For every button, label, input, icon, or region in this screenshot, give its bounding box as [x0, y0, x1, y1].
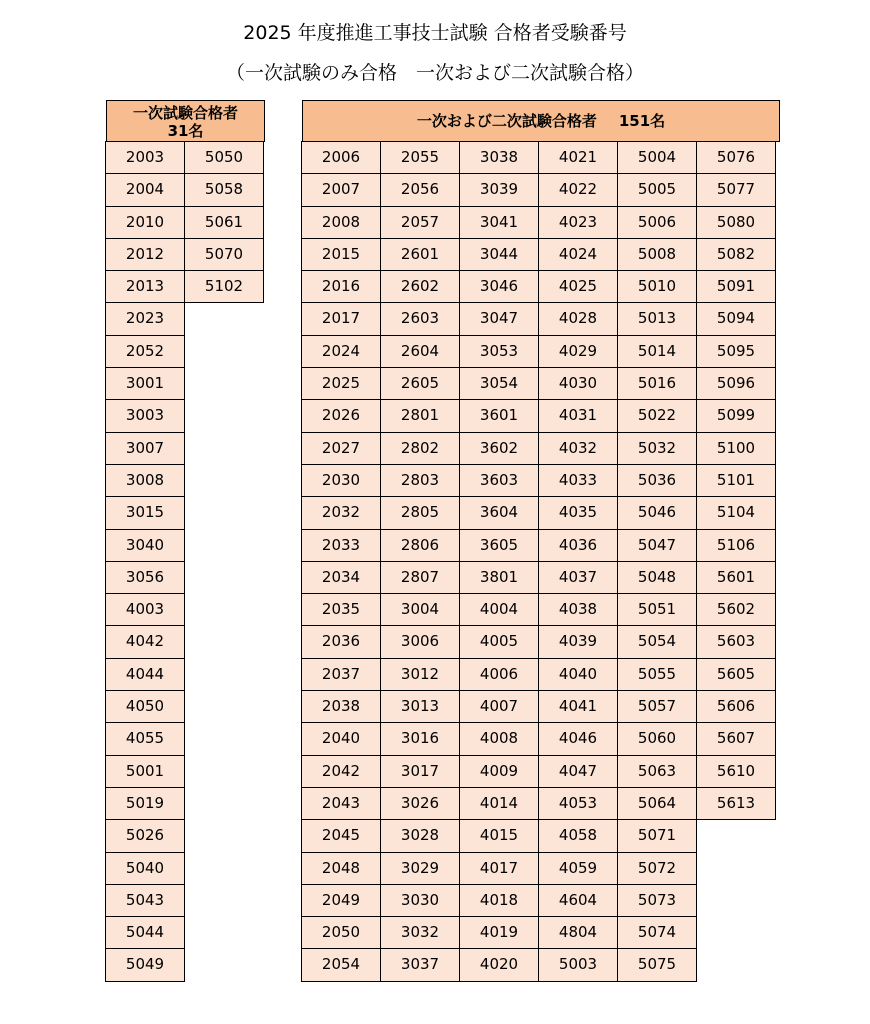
- exam-number-cell: 3016: [380, 722, 460, 755]
- page-subtitle: （一次試験のみ合格 一次および二次試験合格）: [225, 62, 644, 84]
- exam-number-cell: 2008: [301, 206, 381, 239]
- exam-number-cell: 3028: [380, 819, 460, 852]
- exam-number-cell: 4041: [538, 690, 618, 723]
- exam-number-cell: 5106: [696, 529, 776, 562]
- exam-number-cell: 2802: [380, 432, 460, 465]
- exam-number-cell: 5082: [696, 238, 776, 271]
- exam-number-cell: 2601: [380, 238, 460, 271]
- exam-number-cell: 5080: [696, 206, 776, 239]
- exam-number-cell: 2027: [301, 432, 381, 465]
- exam-number-cell: 4005: [459, 625, 539, 658]
- exam-number-cell: 4028: [538, 302, 618, 335]
- exam-number-cell: 3801: [459, 561, 539, 594]
- exam-number-cell: 4022: [538, 173, 618, 206]
- exam-number-cell: 5063: [617, 755, 697, 788]
- right_table-column: [697, 141, 776, 820]
- exam-number-cell: 5064: [617, 787, 697, 820]
- exam-number-cell: 5099: [696, 399, 776, 432]
- left-header-count: 31名: [167, 122, 204, 140]
- exam-number-cell: 3056: [105, 561, 185, 594]
- exam-number-cell: 5610: [696, 755, 776, 788]
- exam-number-cell: 5055: [617, 658, 697, 691]
- exam-number-cell: 3604: [459, 496, 539, 529]
- exam-number-cell: 3054: [459, 367, 539, 400]
- exam-number-cell: 5001: [105, 755, 185, 788]
- exam-number-cell: 5094: [696, 302, 776, 335]
- exam-number-cell: 2040: [301, 722, 381, 755]
- exam-number-cell: 2801: [380, 399, 460, 432]
- exam-number-cell: 5074: [617, 916, 697, 949]
- exam-number-cell: 3029: [380, 852, 460, 885]
- exam-number-cell: 5051: [617, 593, 697, 626]
- exam-number-cell: 4029: [538, 335, 618, 368]
- exam-number-cell: 5091: [696, 270, 776, 303]
- exam-number-cell: 4020: [459, 948, 539, 981]
- exam-number-cell: 4014: [459, 787, 539, 820]
- exam-number-cell: 4007: [459, 690, 539, 723]
- exam-number-cell: 2049: [301, 884, 381, 917]
- exam-number-cell: 3007: [105, 432, 185, 465]
- exam-number-cell: 3037: [380, 948, 460, 981]
- right_table-column: [381, 141, 460, 982]
- exam-number-cell: 5072: [617, 852, 697, 885]
- exam-number-cell: 4009: [459, 755, 539, 788]
- left-table-header: [106, 100, 265, 142]
- exam-number-cell: 4006: [459, 658, 539, 691]
- exam-number-cell: 5022: [617, 399, 697, 432]
- exam-number-cell: 2007: [301, 173, 381, 206]
- exam-number-cell: 2048: [301, 852, 381, 885]
- exam-number-cell: 3004: [380, 593, 460, 626]
- exam-number-cell: 4044: [105, 658, 185, 691]
- exam-number-cell: 2006: [301, 141, 381, 174]
- exam-number-cell: 3044: [459, 238, 539, 271]
- left_table-column: [185, 141, 264, 303]
- right_table-column: [618, 141, 697, 982]
- exam-number-cell: 5005: [617, 173, 697, 206]
- exam-number-cell: 4804: [538, 916, 618, 949]
- exam-number-cell: 4039: [538, 625, 618, 658]
- exam-number-cell: 2805: [380, 496, 460, 529]
- exam-number-cell: 3017: [380, 755, 460, 788]
- exam-number-cell: 5036: [617, 464, 697, 497]
- exam-number-cell: 5026: [105, 819, 185, 852]
- page-title: 2025 年度推進工事技士試験 合格者受験番号: [243, 22, 627, 44]
- exam-number-cell: 5019: [105, 787, 185, 820]
- right-header-count: 151名: [618, 112, 666, 130]
- exam-number-cell: 4019: [459, 916, 539, 949]
- exam-number-cell: 4003: [105, 593, 185, 626]
- exam-number-cell: 4059: [538, 852, 618, 885]
- exam-number-cell: 5100: [696, 432, 776, 465]
- exam-number-cell: 5003: [538, 948, 618, 981]
- exam-number-cell: 3053: [459, 335, 539, 368]
- exam-number-cell: 4031: [538, 399, 618, 432]
- exam-number-cell: 2032: [301, 496, 381, 529]
- exam-number-cell: 3039: [459, 173, 539, 206]
- exam-number-cell: 5101: [696, 464, 776, 497]
- exam-number-cell: 5054: [617, 625, 697, 658]
- exam-number-cell: 2003: [105, 141, 185, 174]
- exam-number-cell: 5008: [617, 238, 697, 271]
- exam-number-cell: 2603: [380, 302, 460, 335]
- exam-number-cell: 5076: [696, 141, 776, 174]
- exam-number-cell: 5070: [184, 238, 264, 271]
- exam-number-cell: 4053: [538, 787, 618, 820]
- exam-number-cell: 4036: [538, 529, 618, 562]
- exam-number-cell: 2043: [301, 787, 381, 820]
- exam-number-cell: 2042: [301, 755, 381, 788]
- exam-number-cell: 2057: [380, 206, 460, 239]
- exam-number-cell: 5048: [617, 561, 697, 594]
- exam-number-cell: 3603: [459, 464, 539, 497]
- exam-number-cell: 3026: [380, 787, 460, 820]
- exam-number-cell: 4055: [105, 722, 185, 755]
- exam-number-cell: 3047: [459, 302, 539, 335]
- exam-number-cell: 4058: [538, 819, 618, 852]
- exam-number-cell: 2012: [105, 238, 185, 271]
- exam-number-cell: 3602: [459, 432, 539, 465]
- exam-number-cell: 5040: [105, 852, 185, 885]
- exam-number-cell: 2602: [380, 270, 460, 303]
- exam-number-cell: 2015: [301, 238, 381, 271]
- right_table-column: [460, 141, 539, 982]
- exam-number-cell: 5060: [617, 722, 697, 755]
- exam-number-cell: 5013: [617, 302, 697, 335]
- exam-number-cell: 3032: [380, 916, 460, 949]
- exam-number-cell: 5601: [696, 561, 776, 594]
- exam-number-cell: 3001: [105, 367, 185, 400]
- exam-number-cell: 4032: [538, 432, 618, 465]
- exam-number-cell: 3013: [380, 690, 460, 723]
- exam-number-cell: 5613: [696, 787, 776, 820]
- exam-number-cell: 5057: [617, 690, 697, 723]
- exam-number-cell: 2023: [105, 302, 185, 335]
- exam-number-cell: 3030: [380, 884, 460, 917]
- exam-number-cell: 3038: [459, 141, 539, 174]
- exam-number-cell: 2045: [301, 819, 381, 852]
- exam-number-cell: 2050: [301, 916, 381, 949]
- exam-number-cell: 2806: [380, 529, 460, 562]
- exam-number-cell: 5073: [617, 884, 697, 917]
- exam-number-cell: 2803: [380, 464, 460, 497]
- exam-number-cell: 3006: [380, 625, 460, 658]
- exam-number-cell: 4047: [538, 755, 618, 788]
- exam-number-cell: 5032: [617, 432, 697, 465]
- exam-number-cell: 4042: [105, 625, 185, 658]
- exam-number-cell: 3015: [105, 496, 185, 529]
- exam-number-cell: 5016: [617, 367, 697, 400]
- exam-number-cell: 4025: [538, 270, 618, 303]
- exam-number-cell: 2054: [301, 948, 381, 981]
- exam-number-cell: 5602: [696, 593, 776, 626]
- exam-number-cell: 5607: [696, 722, 776, 755]
- exam-number-cell: 5077: [696, 173, 776, 206]
- exam-number-cell: 5104: [696, 496, 776, 529]
- exam-number-cell: 2604: [380, 335, 460, 368]
- exam-number-cell: 5095: [696, 335, 776, 368]
- exam-number-cell: 3040: [105, 529, 185, 562]
- exam-number-cell: 3605: [459, 529, 539, 562]
- exam-number-cell: 2052: [105, 335, 185, 368]
- exam-number-cell: 4004: [459, 593, 539, 626]
- exam-number-cell: 4024: [538, 238, 618, 271]
- exam-number-cell: 2016: [301, 270, 381, 303]
- exam-number-cell: 2056: [380, 173, 460, 206]
- exam-number-cell: 2004: [105, 173, 185, 206]
- exam-number-cell: 2024: [301, 335, 381, 368]
- exam-number-cell: 3003: [105, 399, 185, 432]
- exam-number-cell: 4018: [459, 884, 539, 917]
- exam-number-cell: 2017: [301, 302, 381, 335]
- exam-number-cell: 2026: [301, 399, 381, 432]
- exam-number-cell: 2035: [301, 593, 381, 626]
- exam-number-cell: 5049: [105, 948, 185, 981]
- exam-number-cell: 5606: [696, 690, 776, 723]
- exam-number-cell: 4030: [538, 367, 618, 400]
- exam-number-cell: 5006: [617, 206, 697, 239]
- exam-number-cell: 4046: [538, 722, 618, 755]
- exam-number-cell: 4604: [538, 884, 618, 917]
- exam-number-cell: 4038: [538, 593, 618, 626]
- right-table-header: [302, 100, 780, 142]
- exam-number-cell: 4033: [538, 464, 618, 497]
- exam-number-cell: 5071: [617, 819, 697, 852]
- exam-number-cell: 5044: [105, 916, 185, 949]
- exam-number-cell: 4050: [105, 690, 185, 723]
- exam-number-cell: 5058: [184, 173, 264, 206]
- exam-number-cell: 4008: [459, 722, 539, 755]
- exam-number-cell: 3041: [459, 206, 539, 239]
- exam-number-cell: 5605: [696, 658, 776, 691]
- exam-number-cell: 5075: [617, 948, 697, 981]
- exam-number-cell: 5014: [617, 335, 697, 368]
- exam-number-cell: 5047: [617, 529, 697, 562]
- exam-number-cell: 2034: [301, 561, 381, 594]
- exam-number-cell: 2055: [380, 141, 460, 174]
- exam-number-cell: 2033: [301, 529, 381, 562]
- exam-number-cell: 4037: [538, 561, 618, 594]
- exam-number-cell: 5102: [184, 270, 264, 303]
- left_table-column: [106, 141, 185, 982]
- exam-number-cell: 4023: [538, 206, 618, 239]
- exam-number-cell: 2013: [105, 270, 185, 303]
- exam-number-cell: 5010: [617, 270, 697, 303]
- exam-number-cell: 5043: [105, 884, 185, 917]
- right-header-label: 一次および二次試験合格者: [416, 112, 597, 130]
- exam-number-cell: 4017: [459, 852, 539, 885]
- exam-number-cell: 5603: [696, 625, 776, 658]
- exam-number-cell: 4040: [538, 658, 618, 691]
- exam-number-cell: 5061: [184, 206, 264, 239]
- left-header-label: 一次試験合格者: [132, 104, 238, 122]
- exam-number-cell: 2030: [301, 464, 381, 497]
- exam-number-cell: 5004: [617, 141, 697, 174]
- right_table-column: [302, 141, 381, 982]
- exam-number-cell: 4035: [538, 496, 618, 529]
- right_table-column: [539, 141, 618, 982]
- exam-number-cell: 2605: [380, 367, 460, 400]
- exam-number-cell: 4015: [459, 819, 539, 852]
- exam-number-cell: 3008: [105, 464, 185, 497]
- exam-number-cell: 2036: [301, 625, 381, 658]
- exam-number-cell: 5050: [184, 141, 264, 174]
- exam-number-cell: 2037: [301, 658, 381, 691]
- exam-number-cell: 3601: [459, 399, 539, 432]
- exam-number-cell: 2010: [105, 206, 185, 239]
- exam-number-cell: 5046: [617, 496, 697, 529]
- exam-number-cell: 2025: [301, 367, 381, 400]
- exam-number-cell: 4021: [538, 141, 618, 174]
- exam-number-cell: 2807: [380, 561, 460, 594]
- exam-number-cell: 2038: [301, 690, 381, 723]
- exam-number-cell: 3012: [380, 658, 460, 691]
- exam-number-cell: 5096: [696, 367, 776, 400]
- exam-number-cell: 3046: [459, 270, 539, 303]
